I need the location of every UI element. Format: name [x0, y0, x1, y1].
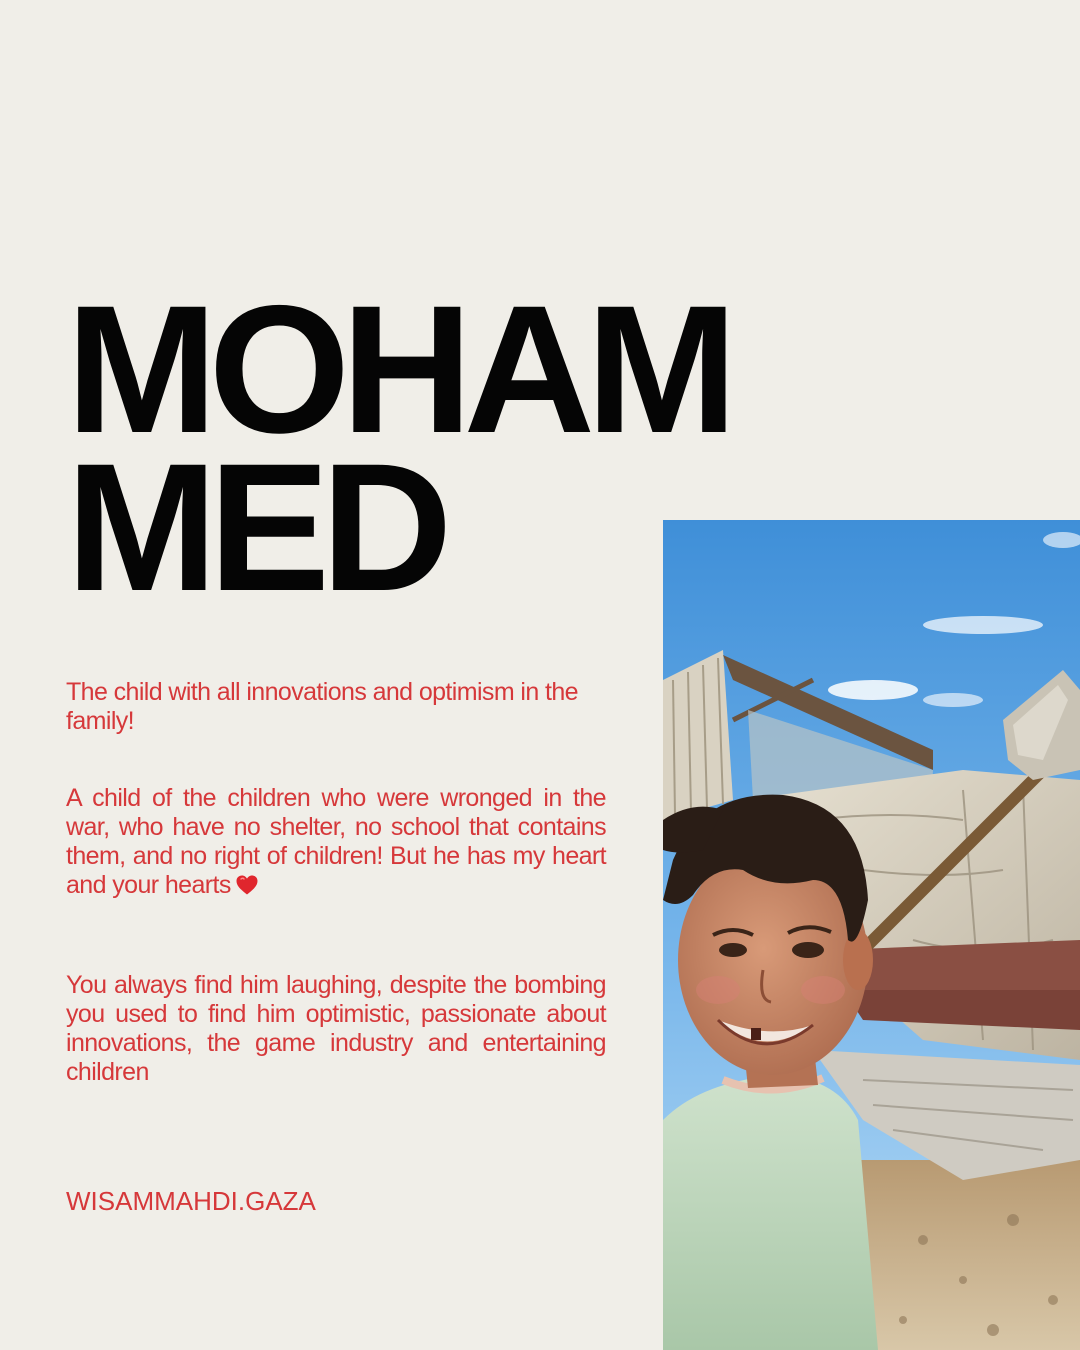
- story-paragraph-text: A child of the children who were wronged in the war, who have no shelter, no school that contains them, and no right of children! But he has my heart and your hearts: [66, 784, 606, 899]
- story-paragraph: [66, 784, 606, 900]
- red-heart-icon: [235, 873, 259, 897]
- optimism-paragraph: You always find him laughing, despite the bombing you used to find him optimistic, passionate about innovations, the game industry and entertaining children: [66, 971, 606, 1086]
- author-handle: WISAMMAHDI.GAZA: [66, 1186, 316, 1216]
- title-line-2: MED: [66, 425, 444, 629]
- title-line-1: MOHAM: [66, 267, 729, 471]
- intro-paragraph: The child with all innovations and optimism in the family!: [66, 678, 578, 735]
- child-photo: [663, 520, 1080, 1350]
- name-title: [66, 267, 729, 629]
